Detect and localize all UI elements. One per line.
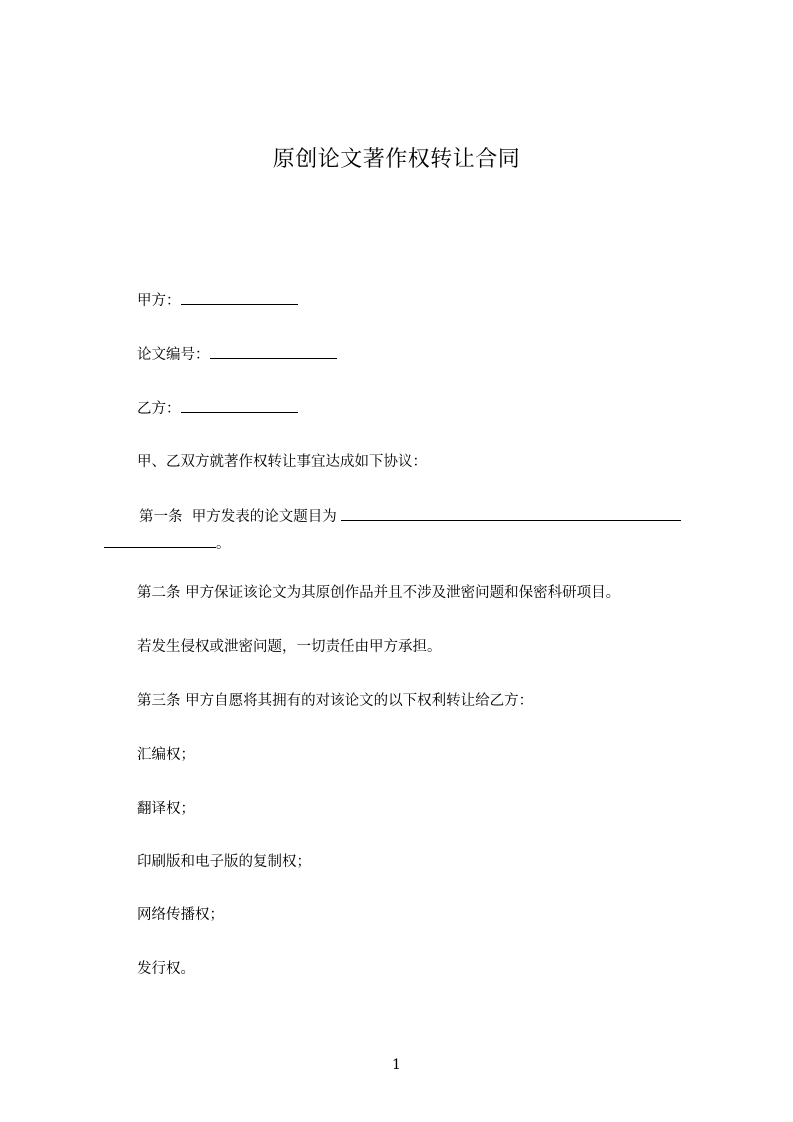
party-b-line — [137, 398, 298, 419]
intro-paragraph: 甲、乙双方就著作权转让事宜达成如下协议： — [137, 454, 427, 470]
document-title: 原创论文著作权转让合同 — [272, 147, 521, 172]
article-1 — [139, 506, 681, 527]
paper-no-blank — [210, 344, 337, 359]
party-b-label: 乙方： — [137, 401, 181, 417]
right-item: 汇编权； — [137, 747, 195, 763]
article-1-label: 第一条 — [139, 509, 183, 525]
article-1-continuation — [104, 533, 231, 554]
party-b-blank — [181, 398, 298, 413]
party-a-blank — [181, 290, 298, 305]
paper-title-blank — [341, 506, 681, 521]
party-a-line — [137, 290, 298, 311]
right-item: 翻译权； — [137, 801, 195, 817]
article-2: 第二条 甲方保证该论文为其原创作品并且不涉及泄密问题和保密科研项目。 — [137, 585, 621, 601]
article-2-continuation: 若发生侵权或泄密问题，一切责任由甲方承担。 — [137, 639, 442, 655]
article-1-text: 甲方发表的论文题目为 — [191, 509, 337, 525]
article-3: 第三条 甲方自愿将其拥有的对该论文的以下权利转让给乙方： — [137, 693, 534, 709]
article-1-end: 。 — [216, 536, 231, 552]
paper-title-blank-cont — [104, 533, 216, 548]
paper-no-line — [137, 344, 337, 365]
right-item: 网络传播权； — [137, 907, 224, 923]
paper-no-label: 论文编号： — [137, 347, 210, 363]
right-item: 印刷版和电子版的复制权； — [137, 854, 311, 870]
right-item: 发行权。 — [137, 961, 195, 977]
party-a-label: 甲方： — [137, 293, 181, 309]
page-number: 1 — [392, 1057, 401, 1073]
